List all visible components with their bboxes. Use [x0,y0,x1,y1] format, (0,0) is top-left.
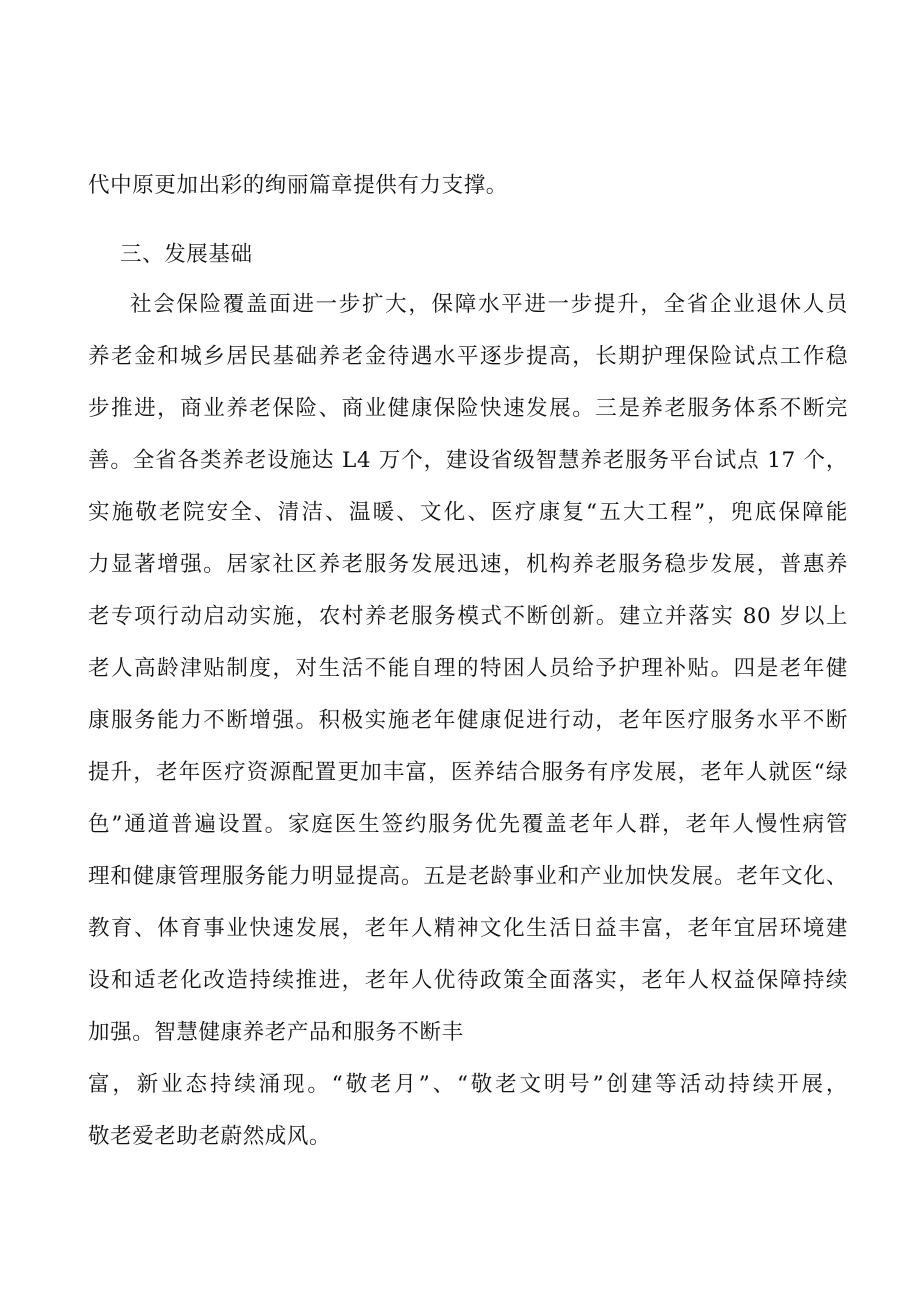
paragraph-line: 善。全省各类养老设施达 L4 万个，建设省级智慧养老服务平台试点 17 个， [88,448,848,473]
paragraph-line: 提升，老年医疗资源配置更加丰富，医养结合服务有序发展，老年人就医“绿 [88,760,848,785]
paragraph-line: 实施敬老院安全、清洁、温暖、文化、医疗康复“五大工程”，兜底保障能 [88,500,848,525]
paragraph-line: 理和健康管理服务能力明显提高。五是老龄事业和产业加快发展。老年文化、 [88,864,848,889]
paragraph-line: 社会保险覆盖面进一步扩大，保障水平进一步提升，全省企业退休人员 [130,292,848,317]
paragraph-line: 力显著增强。居家社区养老服务发展迅速，机构养老服务稳步发展，普惠养 [88,552,848,577]
paragraph-line: 老专项行动启动实施，农村养老服务模式不断创新。建立并落实 80 岁以上 [88,604,848,629]
paragraph-line: 老人高龄津贴制度，对生活不能自理的特困人员给予护理补贴。四是老年健 [88,656,848,681]
paragraph-line: 敬老爱老助老蔚然成风。 [88,1124,332,1149]
paragraph-line: 色”通道普遍设置。家庭医生签约服务优先覆盖老年人群，老年人慢性病管 [88,812,848,837]
paragraph-line: 步推进，商业养老保险、商业健康保险快速发展。三是养老服务体系不断完 [88,396,848,421]
paragraph-line: 设和适老化改造持续推进，老年人优待政策全面落实，老年人权益保障持续 [88,968,848,993]
paragraph-line-continuation: 代中原更加出彩的绚丽篇章提供有力支撑。 [88,173,508,198]
paragraph-line: 加强。智慧健康养老产品和服务不断丰 [88,1020,464,1045]
paragraph-line: 养老金和城乡居民基础养老金待遇水平逐步提高，长期护理保险试点工作稳 [88,344,848,369]
section-heading: 三、发展基础 [120,242,253,267]
paragraph-line: 康服务能力不断增强。积极实施老年健康促进行动，老年医疗服务水平不断 [88,708,848,733]
paragraph-line: 教育、体育事业快速发展，老年人精神文化生活日益丰富，老年宜居环境建 [88,916,848,941]
paragraph-line: 富，新业态持续涌现。“敬老月”、“敬老文明号”创建等活动持续开展， [88,1072,848,1097]
